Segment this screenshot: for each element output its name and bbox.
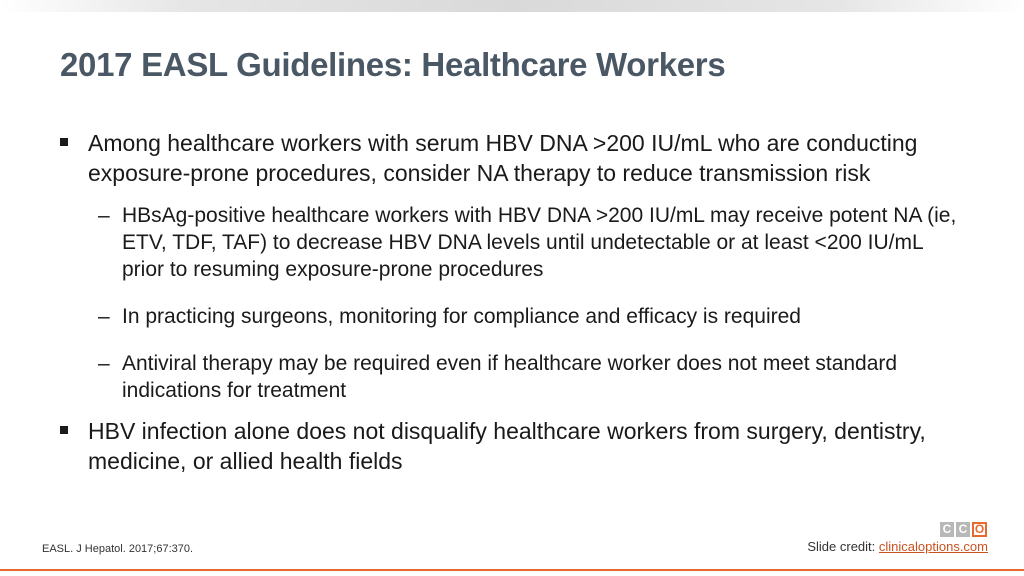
bullet-text: Among healthcare workers with serum HBV DNA >200 IU/mL who are conducting exposure-prone procedures, consider NA therapy to reduce transmission risk [88,130,918,186]
dash-marker: – [98,204,110,227]
sub-bullet-item [60,350,960,404]
bullet-item [60,128,960,188]
sub-bullet-text: Antiviral therapy may be required even if healthcare worker does not meet standard indications for treatment [122,352,898,402]
cco-logo [940,522,987,537]
logo-letter: C [940,522,954,537]
top-gradient-bar [0,0,1024,12]
logo-letter: O [972,522,987,537]
slide-credit [807,539,988,554]
sub-bullet-text: In practicing surgeons, monitoring for compliance and efficacy is required [122,305,801,328]
sub-bullet-item [60,303,960,330]
credit-link[interactable]: clinicaloptions.com [878,539,988,554]
sub-bullet-text: HBsAg-positive healthcare workers with HBV DNA >200 IU/mL may receive potent NA (ie, ETV, TDF, TAF) to decrease HBV DNA levels until undetectable or at least <200 IU/mL prior to resuming exposure-prone procedures [122,204,957,281]
logo-letter: C [956,522,970,537]
bottom-accent-line [0,569,1024,571]
reference-citation: EASL. J Hepatol. 2017;67:370. [42,543,194,555]
bullet-item [60,416,960,476]
slide-title: 2017 EASL Guidelines: Healthcare Workers [60,46,726,83]
square-bullet-icon [60,138,68,146]
sub-bullet-item [60,202,960,283]
square-bullet-icon [60,426,68,434]
credit-label: Slide credit: [807,539,879,554]
dash-marker: – [98,352,110,375]
dash-marker: – [98,305,110,328]
slide-content [60,128,960,476]
bullet-text: HBV infection alone does not disqualify healthcare workers from surgery, dentistry, medicine, or allied health fields [88,418,926,474]
